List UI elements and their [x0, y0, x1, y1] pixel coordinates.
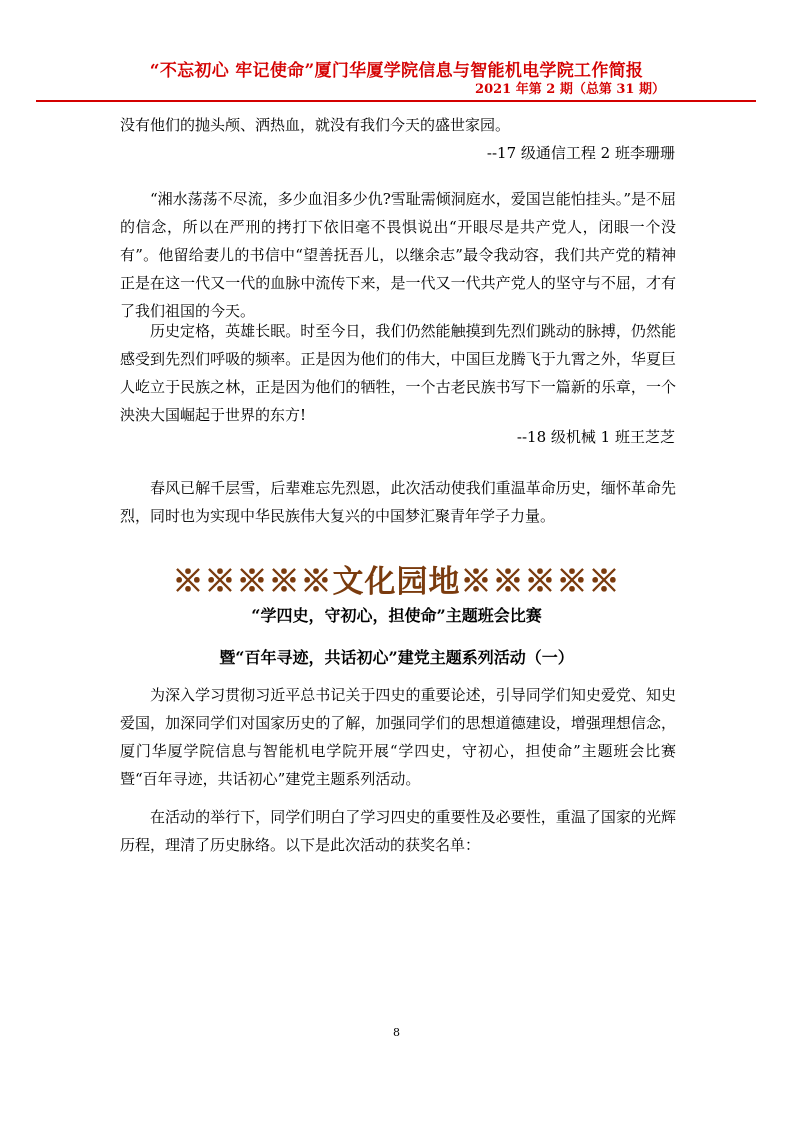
section-banner-culture: ※※※※※文化园地※※※※※	[172, 564, 621, 600]
header-divider	[36, 100, 756, 102]
article-signature-2: --18 级机械 1 班王芝芝	[516, 428, 675, 446]
article-paragraph-1: 没有他们的抛头颅、洒热血，就没有我们今天的盛世家园。	[120, 116, 511, 134]
header-issue-number: 2021 年第 2 期（总第 31 期）	[475, 82, 665, 97]
article-paragraph-4: 春风已解千层雪，后辈难忘先烈恩，此次活动使我们重温革命历史，缅怀革命先烈，同时也为实现中华民族伟大复兴的中国梦汇聚青年学子力量。	[120, 479, 676, 525]
article-paragraph-3: 历史定格，英雄长眠。时至今日，我们仍然能触摸到先烈们跳动的脉搏，仍然能感受到先烈们呼吸的频率。正是因为他们的伟大，中国巨龙腾飞于九霄之外，华夏巨人屹立于民族之林，正是因为他们的牺牲，一个古老民族书写下一篇新的乐章，一个泱泱大国崛起于世界的东方!	[120, 322, 676, 424]
section-paragraph-1: 为深入学习贯彻习近平总书记关于四史的重要论述，引导同学们知史爱党、知史爱国，加深同学们对国家历史的了解，加强同学们的思想道德建设，增强理想信念，厦门华厦学院信息与智能机电学院开展“学四史，守初心，担使命”主题班会比赛暨“百年寻迹，共话初心”建党主题系列活动。	[120, 686, 676, 788]
section-subtitle-2: 暨“百年寻迹，共话初心”建党主题系列活动（一）	[219, 648, 574, 667]
header-title: “不忘初心 牢记使命”厦门华厦学院信息与智能机电学院工作简报	[149, 61, 644, 81]
article-signature-1: --17 级通信工程 2 班李珊珊	[486, 144, 675, 162]
section-subtitle-1: “学四史，守初心，担使命”主题班会比赛	[251, 606, 542, 625]
section-paragraph-2: 在活动的举行下，同学们明白了学习四史的重要性及必要性，重温了国家的光辉历程，理清了历史脉络。以下是此次活动的获奖名单：	[120, 808, 676, 854]
page-number: 8	[393, 1026, 400, 1039]
article-paragraph-2: “湘水荡荡不尽流，多少血泪多少仇?雪耻需倾洞庭水，爱国岂能怕挂头。”是不屈的信念，所以在严刑的拷打下依旧毫不畏惧说出“开眼尽是共产党人，闭眼一个没有”。他留给妻儿的书信中“望善抚吾儿，以继余志”最令我动容，我们共产党的精神正是在这一代又一代的血脉中流传下来，是一代又一代共产党人的坚守与不屈，才有了我们祖国的今天。	[120, 190, 676, 320]
